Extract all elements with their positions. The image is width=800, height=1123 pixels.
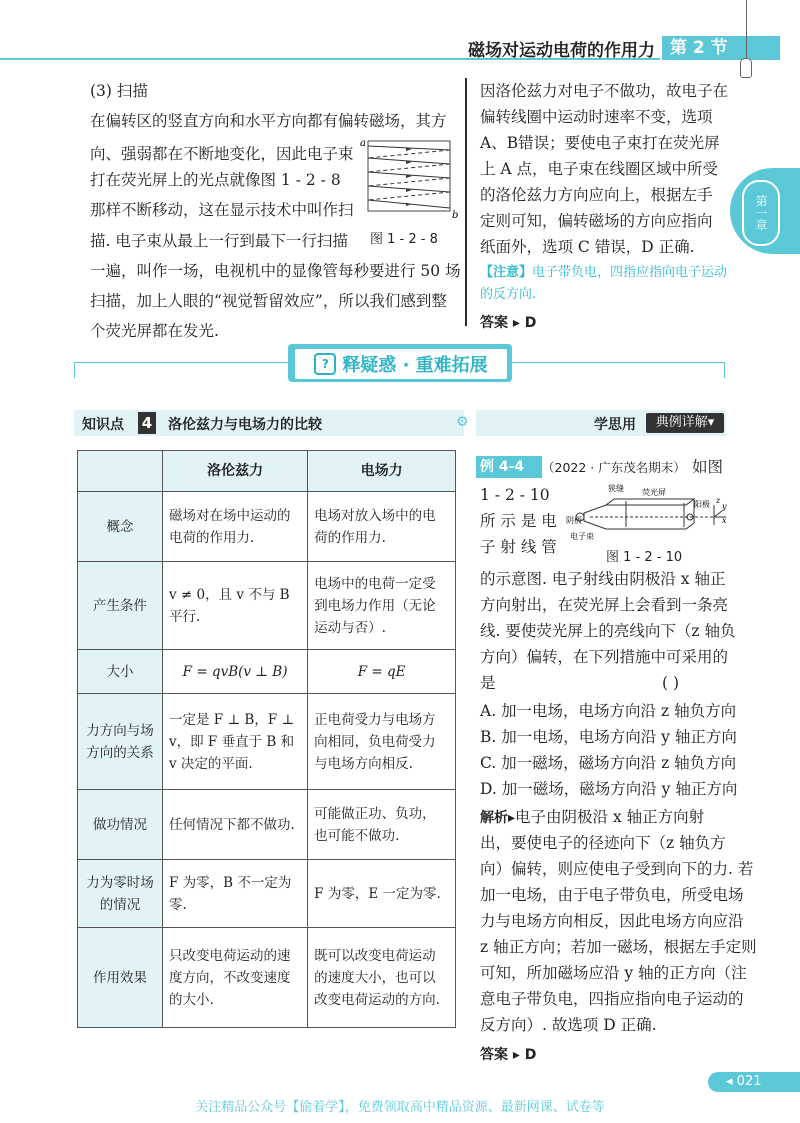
scan-line: 扫描，加上人眼的“视觉暂留效应”，所以我们感到整 [90,292,447,310]
analysis-line: 加一电场，由于电子带负电，所受电场 [480,886,744,904]
axis-label-y: y [722,502,727,511]
banner-rule-end [718,362,725,378]
analysis-line: z 轴正方向；若加一磁场，根据左手定则 [480,938,757,956]
table-row-label: 做功情况 [78,790,163,860]
answer-label: 答案 [480,315,508,331]
caret-down-icon: ▾ [707,415,715,430]
analysis-line: 力与电场方向相反，因此电场方向应沿 [480,912,744,930]
play-arrow-icon: ▸ [508,810,516,826]
note-line [480,262,727,284]
footer-text: 关注精品公众号【偷着学】，免费领取高中精品资源、最新网课、试卷等 [195,1100,605,1115]
scan-line: 向、强弱都在不断地变化，因此电子束 [90,145,354,163]
table-header-cell [78,451,163,492]
page-arrow-icon: ◂ [726,1074,737,1089]
table-cell: F = qvB(v ⊥ B) [163,650,308,694]
table-cell: v ≠ 0，且 v 不与 B 平行. [163,562,308,650]
axis-label-z: z [716,496,721,505]
option-a[interactable]: A. 加一电场，电场方向沿 z 轴负方向 [480,702,737,720]
axis-label-x: x [722,516,727,525]
example-text: 是 [480,674,496,692]
scan-line: 个荧光屏都在发光. [90,322,219,340]
example-text: 方向）偏转，在下列措施中可采用的 [480,648,729,666]
scan-line: 描. 电子束从最上一行到最下一行扫描 [90,232,348,250]
table-row-label: 力为零时场的情况 [78,860,163,928]
option-c[interactable]: C. 加一磁场，磁场方向沿 z 轴负方向 [480,754,737,772]
answer-label: 答案 [480,1047,508,1063]
analysis-line [480,804,704,831]
section-banner-inner [294,348,508,380]
answer-blank[interactable]: ( ) [662,674,680,692]
example-text: 的示意图. 电子射线由阴极沿 x 轴正 [480,570,726,588]
table-cell: 既可以改变电荷运动的速度大小，也可以改变电荷运动的方向. [308,928,456,1028]
page-number [708,1072,800,1092]
banner-rule-end [74,362,81,378]
play-arrow-icon: ▸ [512,1047,520,1063]
example-detail-label: 典例详解 [655,415,708,430]
note-head: 【注意】 [480,265,533,280]
fig-label-anode: 阳极 [694,500,710,509]
table-cell: F 为零，B 不一定为零. [163,860,308,928]
table-row-label: 力方向与场方向的关系 [78,694,163,790]
analysis-line: 可知，所加磁场应沿 y 轴的正方向（注 [480,964,747,982]
example-text: 子 射 线 管 [480,538,557,556]
example-tag: 例 4-4 [476,456,542,478]
table-header-row [78,451,456,492]
comparison-table [77,450,456,1028]
table-cell: 电场对放入场中的电荷的作用力. [308,492,456,562]
question-icon: ? [314,353,336,375]
example-text: 如图 [692,458,724,476]
example-detail-tag[interactable] [646,413,724,433]
table-cell: 磁场对在场中运动的电荷的作用力. [163,492,308,562]
scan-line: 那样不断移动，这在显示技术中叫作扫 [90,201,354,219]
table-row [78,562,456,650]
answer-2 [480,1044,536,1064]
fig-label-cathode: 阴极 [566,516,582,525]
analysis-text: 电子由阴极沿 x 轴正方向射 [515,808,705,826]
table-row-label: 作用效果 [78,928,163,1028]
lamp-cord [746,0,747,58]
example-text: 1 - 2 - 10 [480,486,550,504]
example-text: 所 示 是 电 [480,512,557,530]
side-tab-label: 第一章 [742,180,780,246]
crt-figure [566,483,728,543]
analysis-label: 解析 [480,810,508,826]
analysis-line: 意电子带负电，四指应指向电子运动的 [480,990,744,1008]
section-label: 第 2 节 [662,36,780,60]
banner-title: 释疑惑 · 重难拓展 [342,355,488,376]
table-row [78,928,456,1028]
gear-icon: ⚙ [456,414,469,430]
fig-label-b: b [452,210,459,220]
fig-caption-1-2-8: 图 1 - 2 - 8 [370,232,438,247]
table-row [78,650,456,694]
fig-label-a: a [360,138,366,149]
table-cell: 电场中的电荷一定受到电场力作用（无论运动与否）. [308,562,456,650]
note-line: 的反方向. [480,287,537,302]
solution-line: 上 A 点，电子束在线圈区域中所受 [480,160,719,178]
solution-line: 纸面外，选项 C 错误，D 正确. [480,238,695,256]
table-row-label: 概念 [78,492,163,562]
fig-label-slit: 狭缝 [608,484,624,493]
table-row-label: 大小 [78,650,163,694]
analysis-line: 反方向）. 故选项 D 正确. [480,1016,657,1034]
answer-value: D [524,315,537,331]
knowledge-number: 4 [138,412,156,434]
analysis-line: 出，要使电子的径迹向下（z 轴负方 [480,834,726,852]
table-cell: 只改变电荷运动的速度方向，不改变速度的大小. [163,928,308,1028]
example-text: 线. 要使荧光屏上的亮线向下（z 轴负 [480,622,736,640]
scan-line: 一遍，叫作一场，电视机中的显像管每秒要进行 50 场 [90,262,461,280]
knowledge-title: 洛伦兹力与电场力的比较 [168,417,322,433]
table-row [78,694,456,790]
solution-line: 偏转线圈中运动时速率不变，选项 [480,108,713,126]
answer-1 [480,312,536,332]
solution-line: 因洛伦兹力对电子不做功，故电子在 [480,82,729,100]
table-cell: 可能做正功、负功，也可能不做功. [308,790,456,860]
table-cell: 任何情况下都不做功. [163,790,308,860]
table-cell: 一定是 F ⊥ B，F ⊥ v，即 F 垂直于 B 和 v 决定的平面. [163,694,308,790]
table-cell: F 为零，E 一定为零. [308,860,456,928]
solution-line: 的洛伦兹力方向应向上，根据左手 [480,186,713,204]
fig-label-beam: 电子束 [570,532,594,541]
scan-line: 打在荧光屏上的光点就像图 1 - 2 - 8 [90,171,341,189]
table-row [78,860,456,928]
scan-pattern-figure [358,136,462,220]
example-text: 方向射出，在荧光屏上会看到一条亮 [480,596,729,614]
column-divider [465,78,467,326]
play-arrow-icon: ▸ [512,315,520,331]
table-row [78,790,456,860]
table-row [78,492,456,562]
page-number-value: 021 [736,1074,762,1089]
table-row-label: 产生条件 [78,562,163,650]
scan-line: 在偏转区的竖直方向和水平方向都有偏转磁场，其方 [90,112,447,130]
fig-label-screen: 荧光屏 [642,488,666,497]
answer-value: D [524,1047,537,1063]
table-cell: F = qE [308,650,456,694]
solution-line: 定则可知，偏转磁场的方向应指向 [480,212,713,230]
scan-heading: (3) 扫描 [90,82,148,100]
fig-caption-1-2-10: 图 1 - 2 - 10 [606,550,683,565]
table-cell: 正电荷受力与电场方向相同，负电荷受力与电场方向相反. [308,694,456,790]
note-text: 电子带负电，四指应指向电子运动 [532,265,728,280]
solution-line: A、B错误；要使电子束打在荧光屏 [480,134,720,152]
chapter-title: 磁场对运动电荷的作用力 [468,41,655,61]
option-d[interactable]: D. 加一磁场，磁场方向沿 y 轴正方向 [480,780,738,798]
lamp-icon [740,58,752,78]
example-source: （2022 · 广东茂名期末） [542,460,686,475]
table-header-cell: 洛伦兹力 [163,451,308,492]
xuesiyong-label: 学思用 [594,417,636,433]
option-b[interactable]: B. 加一电场，电场方向沿 y 轴正方向 [480,728,737,746]
analysis-line: 向）偏转，则应使电子受到向下的力. 若 [480,860,754,878]
knowledge-label: 知识点 [82,417,124,433]
table-header-cell: 电场力 [308,451,456,492]
